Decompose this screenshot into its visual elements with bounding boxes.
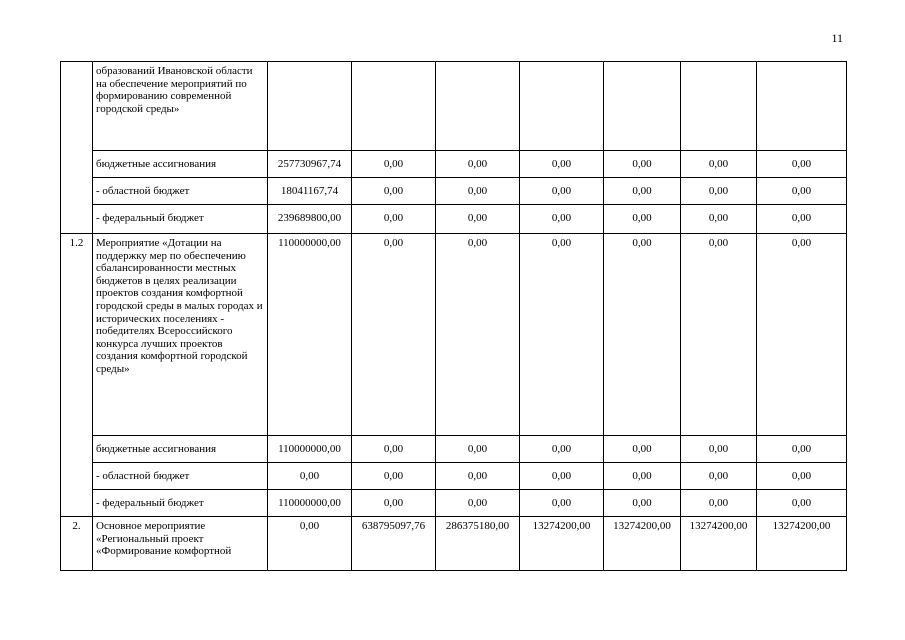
row-label: Основное мероприятие «Региональный проект «Формирование комфортной xyxy=(93,517,268,571)
cell-value: 0,00 xyxy=(520,178,604,205)
row-label: - областной бюджет xyxy=(93,463,268,490)
row-index: 1.2 xyxy=(61,234,93,517)
cell-value: 0,00 xyxy=(268,463,352,490)
row-label: бюджетные ассигнования xyxy=(93,151,268,178)
page-number: 11 xyxy=(831,31,843,45)
cell-value: 13274200,00 xyxy=(520,517,604,571)
row-label: бюджетные ассигнования xyxy=(93,436,268,463)
cell-value: 0,00 xyxy=(436,490,520,517)
table-row xyxy=(61,205,847,234)
cell-value: 286375180,00 xyxy=(436,517,520,571)
cell-value: 110000000,00 xyxy=(268,234,352,436)
cell-value: 0,00 xyxy=(604,205,681,234)
cell-value: 0,00 xyxy=(352,490,436,517)
cell-value: 257730967,74 xyxy=(268,151,352,178)
row-label: Мероприятие «Дотации на поддержку мер по обеспечению сбалансированности местных бюджетов в целях реализации проектов создания комфортной городской среды в малых городах и исторических поселениях - победителях Всероссийского конкурса лучших проектов создания комфортной городской среды» xyxy=(93,234,268,436)
cell-value: 0,00 xyxy=(436,205,520,234)
cell-value: 0,00 xyxy=(352,178,436,205)
cell-value: 0,00 xyxy=(436,234,520,436)
cell-value: 13274200,00 xyxy=(681,517,757,571)
cell-value: 13274200,00 xyxy=(604,517,681,571)
cell-value xyxy=(604,62,681,151)
cell-value: 0,00 xyxy=(757,234,847,436)
row-index xyxy=(61,62,93,234)
cell-value: 110000000,00 xyxy=(268,490,352,517)
cell-value: 0,00 xyxy=(268,517,352,571)
cell-value: 0,00 xyxy=(604,178,681,205)
cell-value: 0,00 xyxy=(757,205,847,234)
cell-value: 0,00 xyxy=(520,234,604,436)
cell-value xyxy=(520,62,604,151)
cell-value: 0,00 xyxy=(604,234,681,436)
cell-value: 638795097,76 xyxy=(352,517,436,571)
table-row xyxy=(61,490,847,517)
cell-value: 0,00 xyxy=(757,463,847,490)
cell-value: 0,00 xyxy=(757,490,847,517)
cell-value: 13274200,00 xyxy=(757,517,847,571)
row-label: образований Ивановской области на обеспечение мероприятий по формированию современной городской среды» xyxy=(93,62,268,151)
row-label: - федеральный бюджет xyxy=(93,205,268,234)
row-label: - областной бюджет xyxy=(93,178,268,205)
cell-value: 0,00 xyxy=(520,490,604,517)
cell-value: 0,00 xyxy=(681,234,757,436)
cell-value: 0,00 xyxy=(436,463,520,490)
cell-value: 0,00 xyxy=(757,151,847,178)
cell-value: 18041167,74 xyxy=(268,178,352,205)
cell-value xyxy=(757,62,847,151)
table-row xyxy=(61,436,847,463)
cell-value: 0,00 xyxy=(352,205,436,234)
cell-value: 0,00 xyxy=(352,234,436,436)
cell-value: 0,00 xyxy=(681,151,757,178)
cell-value: 0,00 xyxy=(520,436,604,463)
cell-value: 239689800,00 xyxy=(268,205,352,234)
cell-value: 0,00 xyxy=(681,205,757,234)
cell-value: 0,00 xyxy=(520,205,604,234)
cell-value: 0,00 xyxy=(352,151,436,178)
table-row xyxy=(61,178,847,205)
row-label: - федеральный бюджет xyxy=(93,490,268,517)
cell-value xyxy=(681,62,757,151)
cell-value: 0,00 xyxy=(436,151,520,178)
table-row xyxy=(61,151,847,178)
budget-table xyxy=(60,61,847,571)
cell-value: 0,00 xyxy=(520,463,604,490)
cell-value xyxy=(436,62,520,151)
cell-value: 0,00 xyxy=(681,463,757,490)
cell-value: 0,00 xyxy=(604,436,681,463)
table-row xyxy=(61,463,847,490)
cell-value: 0,00 xyxy=(681,490,757,517)
table-row xyxy=(61,62,847,151)
cell-value xyxy=(352,62,436,151)
table-row xyxy=(61,517,847,571)
cell-value: 0,00 xyxy=(436,178,520,205)
cell-value: 0,00 xyxy=(604,463,681,490)
table-row xyxy=(61,234,847,436)
cell-value: 0,00 xyxy=(757,436,847,463)
cell-value: 0,00 xyxy=(681,178,757,205)
cell-value xyxy=(268,62,352,151)
cell-value: 0,00 xyxy=(520,151,604,178)
cell-value: 0,00 xyxy=(352,436,436,463)
cell-value: 110000000,00 xyxy=(268,436,352,463)
row-index: 2. xyxy=(61,517,93,571)
cell-value: 0,00 xyxy=(681,436,757,463)
cell-value: 0,00 xyxy=(604,151,681,178)
cell-value: 0,00 xyxy=(604,490,681,517)
cell-value: 0,00 xyxy=(757,178,847,205)
cell-value: 0,00 xyxy=(436,436,520,463)
cell-value: 0,00 xyxy=(352,463,436,490)
